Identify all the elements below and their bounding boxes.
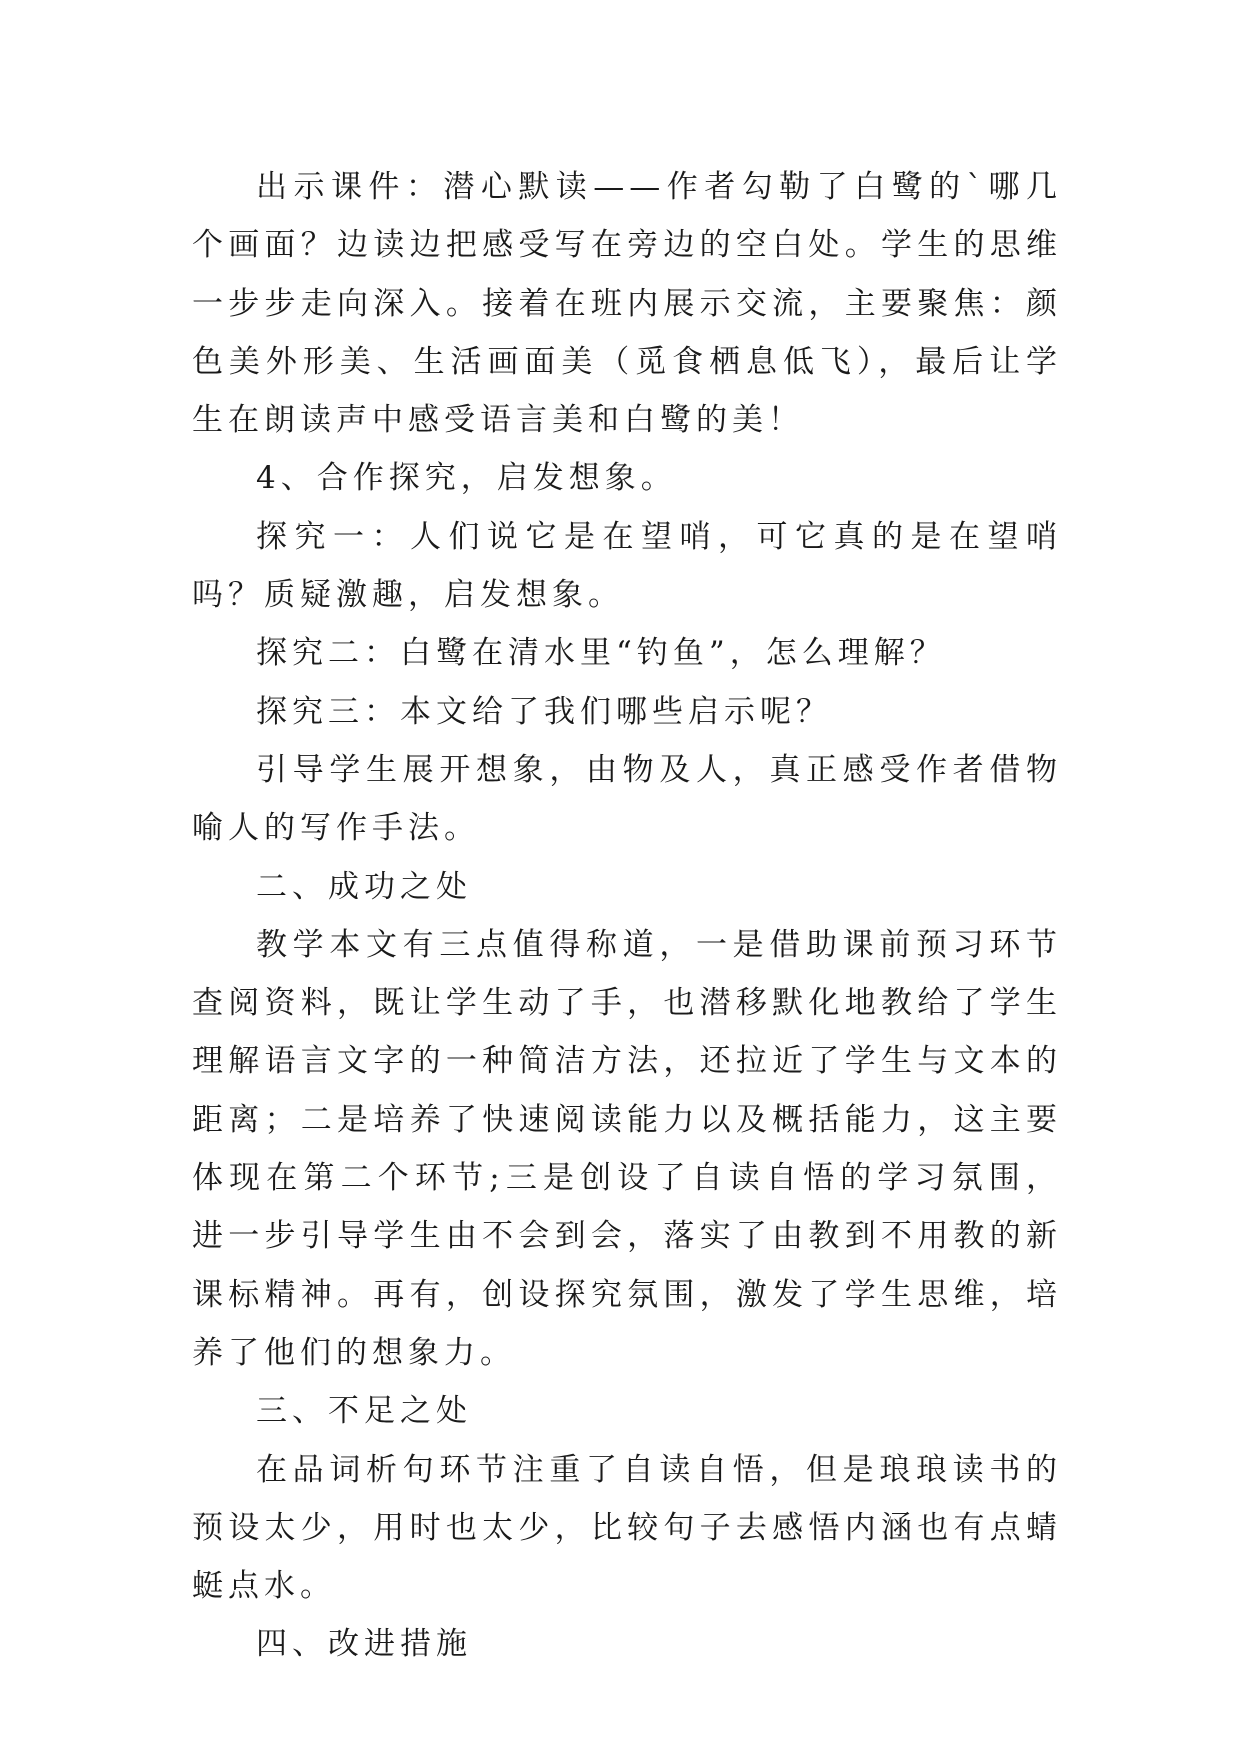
heading-successes: 二、成功之处 bbox=[256, 868, 472, 905]
heading-shortcomings: 三、不足之处 bbox=[256, 1393, 472, 1430]
paragraph-guide-imagination: 引导学生展开想象，由物及人，真正感受作者借物喻人的写作手法。 bbox=[192, 751, 1062, 847]
paragraph-successes: 教学本文有三点值得称道，一是借助课前预习环节查阅资料，既让学生动了手，也潜移默化地教给了学生理解语言文字的一种简洁方法，还拉近了学生与文本的距离；二是培养了快速阅读能力以及概括能力，这主要体现在第二个环节;三是创设了自读自悟的学习氛围，进一步引导学生由不会到会，落实了由教到不用教的新课标精神。再有，创设探究氛围，激发了学生思维，培养了他们的想象力。 bbox=[192, 926, 1062, 1371]
document-body bbox=[192, 158, 1062, 1674]
heading-improvements: 四、改进措施 bbox=[256, 1626, 472, 1663]
paragraph-shortcomings: 在品词析句环节注重了自读自悟，但是琅琅读书的预设太少，用时也太少，比较句子去感悟内涵也有点蜻蜓点水。 bbox=[192, 1451, 1062, 1605]
paragraph-inquiry-one: 探究一：人们说它是在望哨，可它真的是在望哨吗？质疑激趣，启发想象。 bbox=[192, 518, 1062, 614]
paragraph-cooperative-inquiry: 4、合作探究，启发想象。 bbox=[256, 460, 677, 497]
paragraph-inquiry-two: 探究二：白鹭在清水里“钓鱼”，怎么理解？ bbox=[256, 635, 946, 672]
paragraph-inquiry-three: 探究三：本文给了我们哪些启示呢？ bbox=[256, 693, 832, 730]
paragraph-courseware: 出示课件：潜心默读——作者勾勒了白鹭的`哪几个画面？边读边把感受写在旁边的空白处。学生的思维一步步走向深入。接着在班内展示交流，主要聚焦：颜色美外形美、生活画面美（觅食栖息低飞），最后让学生在朗读声中感受语言美和白鹭的美！ bbox=[192, 169, 1062, 439]
